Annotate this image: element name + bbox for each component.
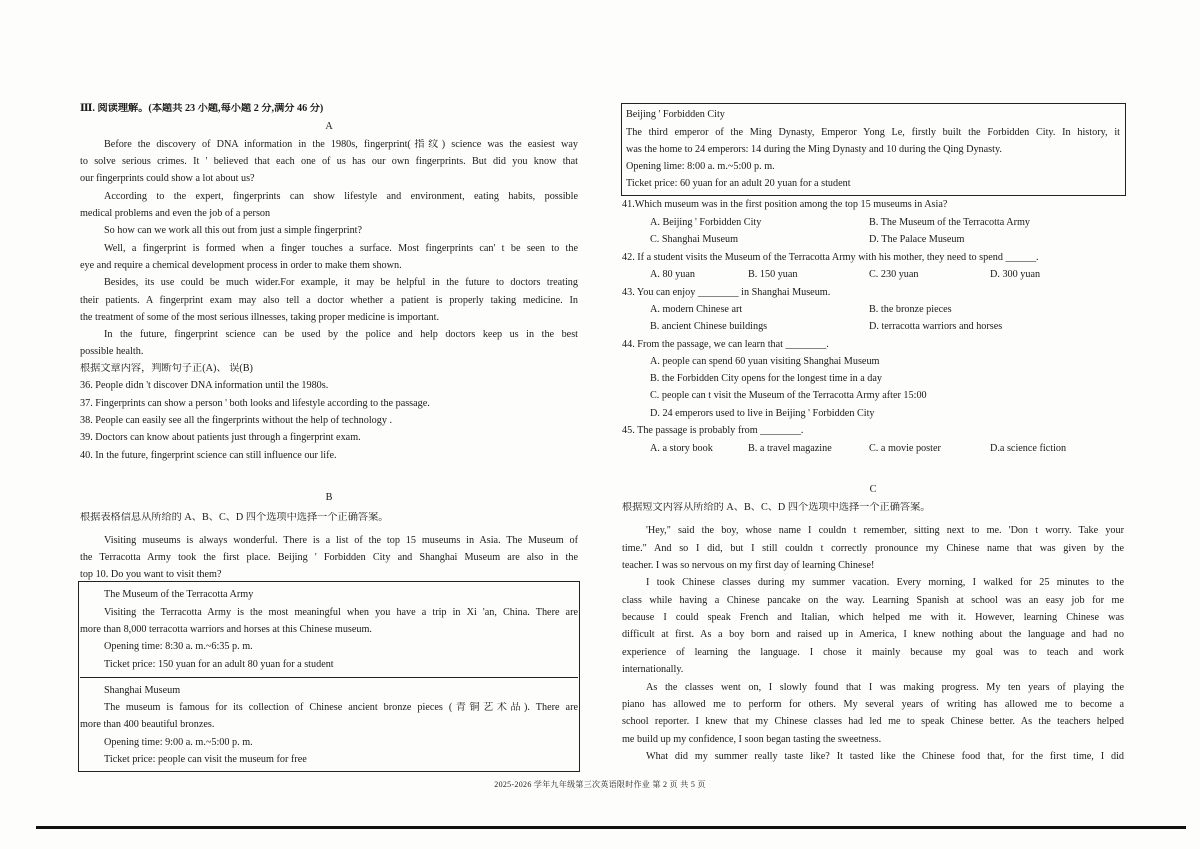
museum-shanghai-price: Ticket price: people can visit the museum for free — [104, 754, 307, 765]
passage-b-intro: the Terracotta Army took the first place. Beijing ' Forbidden City and Shanghai Museum are also in the — [80, 552, 578, 563]
passage-c-line: teacher. I was so nervous on my first day of learning Chinese! — [622, 560, 875, 571]
museum-terracotta-desc: more than 8,000 terracotta warriors and horses at this Chinese museum. — [80, 624, 372, 635]
passage-a-line: eye and require a chemical development process in order to make them shown. — [80, 260, 402, 271]
question-41-option: C. Shanghai Museum — [650, 234, 739, 245]
museum-shanghai-name: Shanghai Museum — [104, 685, 181, 696]
passage-c-instruction: 根据短文内容从所给的 A、B、C、D 四个选项中选择一个正确答案。 — [622, 502, 931, 513]
passage-c-label: C — [869, 484, 877, 495]
passage-c-line: because I could speak French and Italian, which helped me with it. However, learning Chinese was — [622, 612, 1124, 623]
passage-b-intro: Visiting museums is always wonderful. There is a list of the top 15 museums in Asia. The Museum of — [104, 535, 578, 546]
question-45-option: D.a science fiction — [990, 443, 1067, 454]
passage-a-line: According to the expert, fingerprints can show lifestyle and environment, eating habits, possible — [104, 191, 578, 202]
passage-c-line: school reporter. I knew that my Chinese classes had led me to speak Chinese better. As the teachers helped — [622, 716, 1124, 727]
museum-forbidden-desc: was the home to 24 emperors: 14 during the Ming Dynasty and 10 during the Qing Dynasty. — [626, 144, 1002, 155]
question-36: 36. People didn 't discover DNA information until the 1980s. — [80, 380, 329, 391]
question-45: 45. The passage is probably from ________. — [622, 425, 804, 436]
question-40: 40. In the future, fingerprint science can still influence our life. — [80, 450, 337, 461]
passage-c-line: piano has allowed me to perform for others. My several years of writing has allowed me to become a — [622, 699, 1124, 710]
museum-shanghai-hours: Opening time: 9:00 a. m.~5:00 p. m. — [104, 737, 253, 748]
passage-c-line: experience of learning the language. I chose it mainly because my goal was to teach and work — [622, 647, 1124, 658]
museum-terracotta-name: The Museum of the Terracotta Army — [104, 589, 254, 600]
passage-a-line: to solve serious crimes. It ' believed that each one of us has our own fingerprints. But did you know that — [80, 156, 578, 167]
question-41-option: D. The Palace Museum — [869, 234, 965, 245]
question-43: 43. You can enjoy ________ in Shanghai Museum. — [622, 287, 831, 298]
passage-b-intro: top 10. Do you want to visit them? — [80, 569, 222, 580]
question-45-option: A. a story book — [650, 443, 713, 454]
passage-c-line: I took Chinese classes during my summer vacation. Every morning, I walked for 25 minutes to the — [646, 577, 1124, 588]
passage-a-instruction: 根据文章内容，判断句子正(A)、 误(B) — [80, 363, 253, 374]
museum-forbidden-name: Beijing ' Forbidden City — [626, 109, 725, 120]
passage-c-line: As the classes went on, I slowly found that I was making progress. My ten years of playing the — [646, 682, 1124, 693]
museum-terracotta-price: Ticket price: 150 yuan for an adult 80 yuan for a student — [104, 659, 334, 670]
passage-a-line: the treatment of some of the most serious illnesses, taking proper medicine is important. — [80, 312, 440, 323]
passage-c-line: class while having a Chinese pancake on the way. Learning Spanish at school was an easy job for me — [622, 595, 1124, 606]
page-footer: 2025-2026 学年九年级第三次英语限时作业 第 2 页 共 5 页 — [494, 780, 706, 789]
museum-terracotta-hours: Opening time: 8:30 a. m.~6:35 p. m. — [104, 641, 253, 652]
section-header: Ⅲ. 阅读理解。(本题共 23 小题,每小题 2 分,满分 46 分) — [80, 103, 324, 114]
passage-b-instruction: 根据表格信息从所给的 A、B、C、D 四个选项中选择一个正确答案。 — [80, 512, 389, 523]
question-42-option: A. 80 yuan — [650, 269, 695, 280]
museum-terracotta-desc: Visiting the Terracotta Army is the most meaningful when you have a trip in Xi 'an, China. There are — [104, 607, 578, 618]
passage-a-line: Well, a fingerprint is formed when a finger touches a surface. Most fingerprints can' t be seen to the — [104, 243, 578, 254]
passage-a-line: Before the discovery of DNA information in the 1980s, fingerprint(指纹) science was the easiest way — [104, 139, 578, 150]
passage-c-line: difficult at first. As a boy born and raised up in America, I knew nothing about the language and had no — [622, 629, 1124, 640]
passage-c-line: 'Hey," said the boy, whose name I couldn t remember, sitting next to me. 'Don t worry. Take your — [646, 525, 1124, 536]
museum-forbidden-hours: Opening lime: 8:00 a. m.~5:00 p. m. — [626, 161, 775, 172]
question-43-option: B. the bronze pieces — [869, 304, 952, 315]
passage-a-line: Besides, its use could be much wider.For example, it may be helpful in the future to doctors treating — [104, 277, 578, 288]
question-42-option: C. 230 yuan — [869, 269, 919, 280]
question-41-option: B. The Museum of the Terracotta Army — [869, 217, 1031, 228]
passage-b-label: B — [325, 492, 333, 503]
museum-forbidden-desc: The third emperor of the Ming Dynasty, Emperor Yong Le, firstly built the Forbidden City. In history, it — [626, 127, 1120, 138]
museum-forbidden-price: Ticket price: 60 yuan for an adult 20 yuan for a student — [626, 178, 851, 189]
passage-a-line: possible health. — [80, 346, 144, 357]
passage-a-line: our fingerprints could show a lot about us? — [80, 173, 255, 184]
question-37: 37. Fingerprints can show a person ' both looks and lifestyle according to the passage. — [80, 398, 430, 409]
question-41: 41.Which museum was in the first position among the top 15 museums in Asia? — [622, 199, 948, 210]
passage-a-label: A — [325, 121, 333, 132]
passage-c-line: What did my summer really taste like? It tasted like the Chinese food that, for the first time, I did — [646, 751, 1124, 762]
passage-a-line: their patients. A fingerprint exam may also tell a doctor whether a patient is properly taking medicine. In — [80, 295, 578, 306]
question-44-option: D. 24 emperors used to live in Beijing ' Forbidden City — [650, 408, 875, 419]
question-44-option: A. people can spend 60 yuan visiting Shanghai Museum — [650, 356, 880, 367]
question-38: 38. People can easily see all the fingerprints without the help of technology . — [80, 415, 393, 426]
passage-a-line: So how can we work all this out from just a simple fingerprint? — [104, 225, 363, 236]
passage-c-line: internationally. — [622, 664, 684, 675]
question-43-option: A. modern Chinese art — [650, 304, 743, 315]
question-42-option: B. 150 yuan — [748, 269, 798, 280]
question-45-option: B. a travel magazine — [748, 443, 832, 454]
passage-a-line: In the future, fingerprint science can be used by the police and help doctors keep us in the best — [104, 329, 578, 340]
passage-c-line: me build up my confidence, I soon began tasting the sweetness. — [622, 734, 882, 745]
passage-c-line: time." And so I did, but I still couldn t correctly pronounce my Chinese name that was given by the — [622, 543, 1124, 554]
question-43-option: B. ancient Chinese buildings — [650, 321, 768, 332]
museum-shanghai-desc: The museum is famous for its collection of Chinese ancient bronze pieces (青铜艺术品). There are — [104, 702, 578, 713]
question-41-option: A. Beijing ' Forbidden City — [650, 217, 762, 228]
passage-a-line: medical problems and even the job of a person — [80, 208, 271, 219]
question-44-option: B. the Forbidden City opens for the longest time in a day — [650, 373, 883, 384]
question-42-option: D. 300 yuan — [990, 269, 1041, 280]
question-44-option: C. people can t visit the Museum of the Terracotta Army after 15:00 — [650, 390, 927, 401]
bottom-rule — [36, 826, 1186, 829]
question-43-option: D. terracotta warriors and horses — [869, 321, 1003, 332]
question-39: 39. Doctors can know about patients just through a fingerprint exam. — [80, 432, 361, 443]
question-45-option: C. a movie poster — [869, 443, 941, 454]
question-44: 44. From the passage, we can learn that ________. — [622, 339, 829, 350]
question-42: 42. If a student visits the Museum of the Terracotta Army with his mother, they need to spend ______. — [622, 252, 1039, 263]
museum-table-divider — [80, 677, 578, 678]
museum-shanghai-desc: more than 400 beautiful bronzes. — [80, 719, 215, 730]
